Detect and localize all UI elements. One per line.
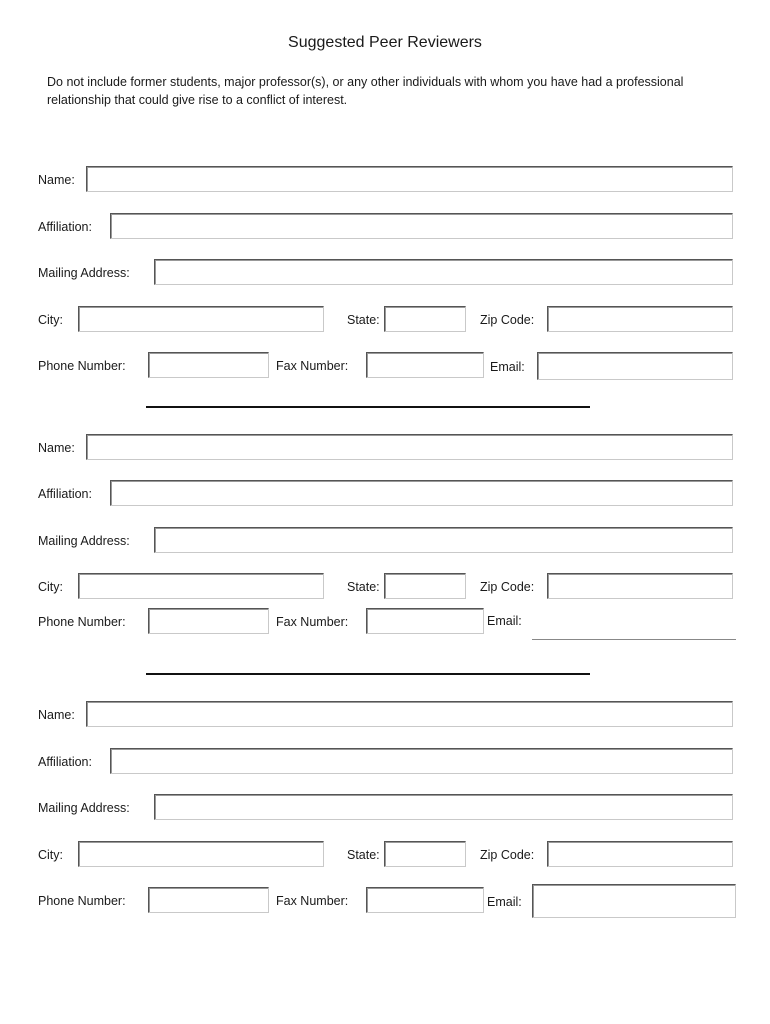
affiliation-field[interactable] [110,748,733,774]
email-label: Email: [487,895,522,909]
mailing-address-field[interactable] [154,794,733,820]
phone-field[interactable] [148,887,269,913]
zip-field[interactable] [547,306,733,332]
section-divider [146,406,590,408]
state-label: State: [347,848,380,862]
city-label: City: [38,848,63,862]
email-field[interactable] [537,352,733,380]
city-label: City: [38,313,63,327]
email-field[interactable] [532,884,736,918]
fax-field[interactable] [366,608,484,634]
zip-field[interactable] [547,841,733,867]
name-field[interactable] [86,701,733,727]
email-field[interactable] [532,616,736,640]
mailing-address-label: Mailing Address: [38,801,130,815]
zip-label: Zip Code: [480,313,535,327]
state-field[interactable] [384,573,466,599]
email-label: Email: [487,614,522,628]
phone-field[interactable] [148,608,269,634]
fax-field[interactable] [366,887,484,913]
phone-label: Phone Number: [38,359,126,373]
state-label: State: [347,580,380,594]
mailing-address-label: Mailing Address: [38,266,130,280]
state-label: State: [347,313,380,327]
mailing-address-label: Mailing Address: [38,534,130,548]
mailing-address-field[interactable] [154,259,733,285]
name-label: Name: [38,708,75,722]
name-field[interactable] [86,434,733,460]
mailing-address-field[interactable] [154,527,733,553]
email-label: Email: [490,360,525,374]
name-field[interactable] [86,166,733,192]
form-instructions: Do not include former students, major professor(s), or any other individuals with whom you have had a professional relationship that could give rise to a conflict of interest. [47,75,684,107]
phone-label: Phone Number: [38,615,126,629]
city-field[interactable] [78,573,324,599]
state-field[interactable] [384,306,466,332]
affiliation-field[interactable] [110,213,733,239]
zip-label: Zip Code: [480,848,535,862]
zip-label: Zip Code: [480,580,535,594]
state-field[interactable] [384,841,466,867]
zip-field[interactable] [547,573,733,599]
affiliation-label: Affiliation: [38,220,92,234]
fax-label: Fax Number: [276,359,349,373]
city-label: City: [38,580,63,594]
city-field[interactable] [78,306,324,332]
affiliation-label: Affiliation: [38,755,92,769]
form-title: Suggested Peer Reviewers [288,34,482,51]
fax-field[interactable] [366,352,484,378]
fax-label: Fax Number: [276,615,349,629]
fax-label: Fax Number: [276,894,349,908]
phone-label: Phone Number: [38,894,126,908]
section-divider [146,673,590,675]
phone-field[interactable] [148,352,269,378]
name-label: Name: [38,173,75,187]
name-label: Name: [38,441,75,455]
affiliation-field[interactable] [110,480,733,506]
affiliation-label: Affiliation: [38,487,92,501]
city-field[interactable] [78,841,324,867]
